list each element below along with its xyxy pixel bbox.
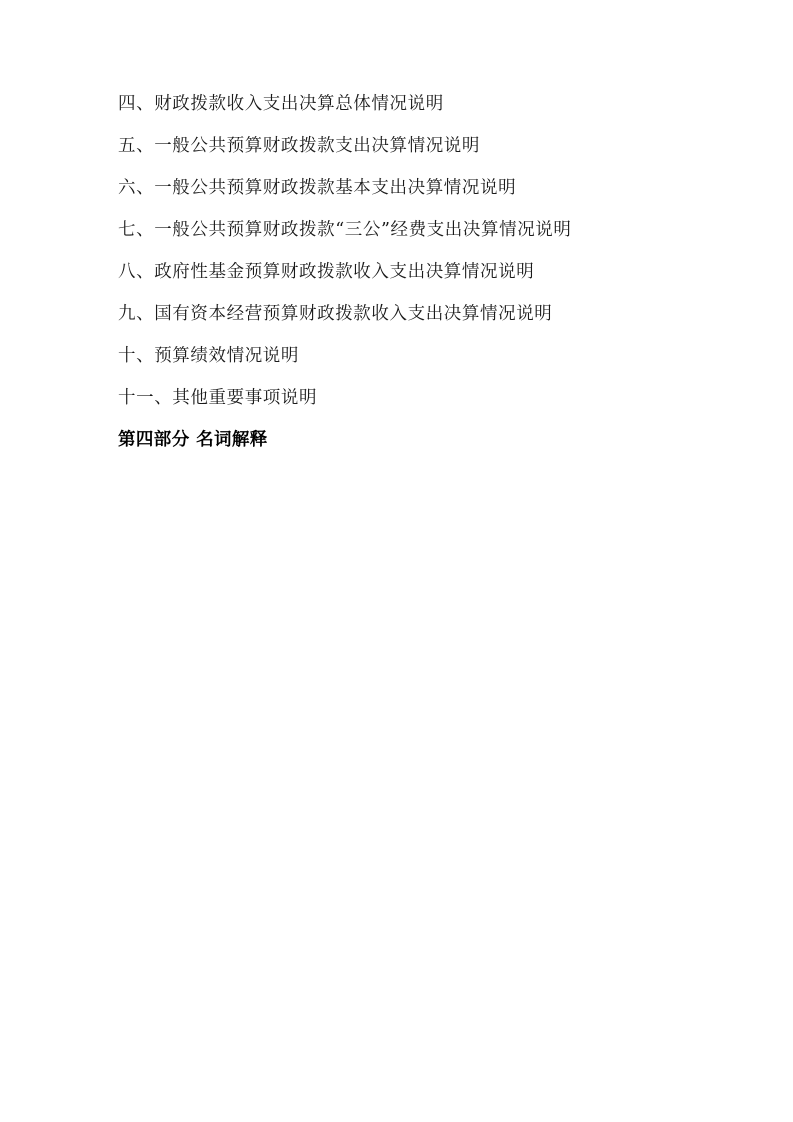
toc-entry: 八、政府性基金预算财政拨款收入支出决算情况说明 (118, 262, 535, 282)
toc-entry: 五、一般公共预算财政拨款支出决算情况说明 (118, 136, 480, 156)
toc-entry-part-heading: 第四部分 名词解释 (118, 430, 268, 450)
toc-entry: 十、预算绩效情况说明 (118, 346, 299, 366)
toc-entry: 七、一般公共预算财政拨款“三公”经费支出决算情况说明 (118, 220, 572, 240)
toc-entry: 六、一般公共预算财政拨款基本支出决算情况说明 (118, 178, 517, 198)
table-of-contents (118, 96, 675, 450)
toc-entry: 九、国有资本经营预算财政拨款收入支出决算情况说明 (118, 304, 553, 324)
toc-entry: 十一、其他重要事项说明 (118, 388, 318, 408)
toc-entry: 四、财政拨款收入支出决算总体情况说明 (118, 94, 444, 114)
